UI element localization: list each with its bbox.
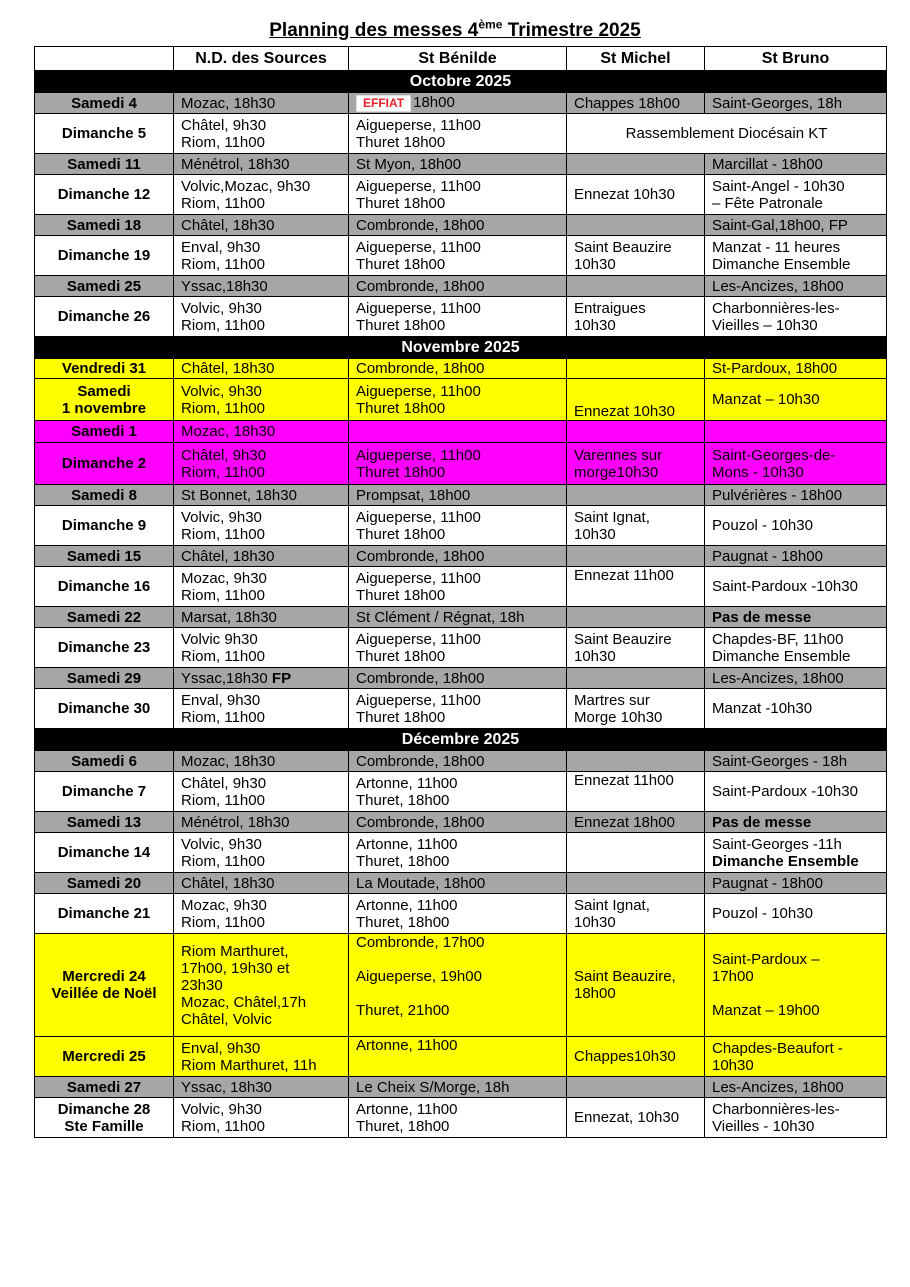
michel-cell: Saint Beauzire 10h30 [567, 628, 705, 668]
benilde-cell: Combronde, 18h00 [349, 546, 567, 567]
bruno-cell: Manzat -10h30 [705, 689, 887, 729]
nd-cell: Volvic, 9h30 Riom, 11h00 [174, 506, 349, 546]
bruno-cell: Chapdes-Beaufort - 10h30 [705, 1037, 887, 1077]
table-row [35, 628, 887, 668]
day-cell: Samedi 8 [35, 485, 174, 506]
bruno-cell: Saint-Georges -11h Dimanche Ensemble [705, 833, 887, 873]
table-row [35, 668, 887, 689]
michel-cell [567, 607, 705, 628]
bruno-cell: Les-Ancizes, 18h00 [705, 276, 887, 297]
table-row [35, 812, 887, 833]
day-cell: Dimanche 23 [35, 628, 174, 668]
day-cell: Samedi 25 [35, 276, 174, 297]
table-row [35, 567, 887, 607]
benilde-cell: Combronde, 18h00 [349, 751, 567, 772]
michel-cell: Ennezat, 10h30 [567, 1098, 705, 1138]
michel-cell [567, 421, 705, 443]
michel-cell: Saint Ignat, 10h30 [567, 506, 705, 546]
benilde-cell: St Myon, 18h00 [349, 154, 567, 175]
michel-cell: Chappes 18h00 [567, 93, 705, 114]
michel-cell [567, 485, 705, 506]
nd-cell: St Bonnet, 18h30 [174, 485, 349, 506]
nd-cell: Enval, 9h30 Riom, 11h00 [174, 236, 349, 276]
day-cell: Dimanche 2 [35, 443, 174, 485]
day-cell: Samedi 18 [35, 215, 174, 236]
benilde-cell: Combronde, 18h00 [349, 215, 567, 236]
bruno-cell: Saint-Georges - 18h [705, 751, 887, 772]
nd-cell: Ménétrol, 18h30 [174, 154, 349, 175]
table-row [35, 485, 887, 506]
month-label: Novembre 2025 [35, 337, 887, 359]
nd-cell: Volvic,Mozac, 9h30 Riom, 11h00 [174, 175, 349, 215]
benilde-cell: Artonne, 11h00 Thuret, 18h00 [349, 894, 567, 934]
benilde-cell: Aigueperse, 11h00 Thuret 18h00 [349, 567, 567, 607]
effiat-badge: EFFIAT [356, 95, 411, 112]
day-cell: Samedi 4 [35, 93, 174, 114]
michel-cell: Ennezat 10h30 [567, 379, 705, 421]
nd-cell: Volvic, 9h30 Riom, 11h00 [174, 379, 349, 421]
michel-cell [567, 276, 705, 297]
benilde-cell: Aigueperse, 11h00 Thuret 18h00 [349, 114, 567, 154]
benilde-cell: Aigueperse, 11h00 Thuret 18h00 [349, 297, 567, 337]
table-row [35, 421, 887, 443]
day-cell: Dimanche 21 [35, 894, 174, 934]
bruno-cell: Pouzol - 10h30 [705, 506, 887, 546]
table-row [35, 297, 887, 337]
nd-cell: Marsat, 18h30 [174, 607, 349, 628]
nd-cell: Volvic, 9h30 Riom, 11h00 [174, 1098, 349, 1138]
benilde-cell: Le Cheix S/Morge, 18h [349, 1077, 567, 1098]
nd-cell: Ménétrol, 18h30 [174, 812, 349, 833]
benilde-cell: Prompsat, 18h00 [349, 485, 567, 506]
michel-cell [567, 751, 705, 772]
benilde-cell: La Moutade, 18h00 [349, 873, 567, 894]
month-label: Décembre 2025 [35, 729, 887, 751]
benilde-cell: Aigueperse, 11h00 Thuret 18h00 [349, 379, 567, 421]
nd-cell: Châtel, 9h30 Riom, 11h00 [174, 443, 349, 485]
benilde-cell: Artonne, 11h00 [349, 1037, 567, 1077]
benilde-cell: EFFIAT 18h00 [349, 93, 567, 114]
nd-cell: Châtel, 9h30 Riom, 11h00 [174, 772, 349, 812]
bruno-cell: Manzat – 10h30 [705, 379, 887, 421]
day-cell: Dimanche 9 [35, 506, 174, 546]
nd-cell: Mozac, 9h30 Riom, 11h00 [174, 894, 349, 934]
benilde-cell: Artonne, 11h00 Thuret, 18h00 [349, 772, 567, 812]
table-row [35, 772, 887, 812]
bruno-cell: St-Pardoux, 18h00 [705, 359, 887, 379]
nd-cell: Enval, 9h30 Riom Marthuret, 11h [174, 1037, 349, 1077]
michel-cell: Saint Ignat, 10h30 [567, 894, 705, 934]
michel-cell: Ennezat 18h00 [567, 812, 705, 833]
bruno-cell: Saint-Pardoux -10h30 [705, 567, 887, 607]
table-row [35, 215, 887, 236]
michel-cell [567, 154, 705, 175]
bruno-cell: Charbonnières-les- Vieilles – 10h30 [705, 297, 887, 337]
table-row [35, 506, 887, 546]
day-cell: Samedi 29 [35, 668, 174, 689]
benilde-cell: Artonne, 11h00 Thuret, 18h00 [349, 833, 567, 873]
day-cell: Samedi 15 [35, 546, 174, 567]
benilde-cell: Artonne, 11h00 Thuret, 18h00 [349, 1098, 567, 1138]
header-st-bruno: St Bruno [705, 47, 887, 71]
table-row [35, 873, 887, 894]
header-st-michel: St Michel [567, 47, 705, 71]
bruno-cell: Paugnat - 18h00 [705, 873, 887, 894]
benilde-cell: Combronde, 18h00 [349, 359, 567, 379]
nd-cell: Volvic 9h30 Riom, 11h00 [174, 628, 349, 668]
day-cell: Dimanche 16 [35, 567, 174, 607]
benilde-cell: Aigueperse, 11h00 Thuret 18h00 [349, 689, 567, 729]
day-cell: Samedi 6 [35, 751, 174, 772]
table-row [35, 443, 887, 485]
bruno-cell: Les-Ancizes, 18h00 [705, 668, 887, 689]
day-cell: Samedi 11 [35, 154, 174, 175]
benilde-cell: Aigueperse, 11h00 Thuret 18h00 [349, 506, 567, 546]
michel-cell: Chappes10h30 [567, 1037, 705, 1077]
bruno-cell: Pulvérières - 18h00 [705, 485, 887, 506]
bruno-cell: Saint-Georges-de- Mons - 10h30 [705, 443, 887, 485]
table-row [35, 894, 887, 934]
nd-cell: Yssac, 18h30 [174, 1077, 349, 1098]
table-row [35, 359, 887, 379]
bruno-cell: Saint-Pardoux – 17h00 Manzat – 19h00 [705, 934, 887, 1037]
day-cell: Dimanche 14 [35, 833, 174, 873]
michel-cell [567, 668, 705, 689]
table-row [35, 276, 887, 297]
bruno-cell: Saint-Angel - 10h30 – Fête Patronale [705, 175, 887, 215]
bruno-cell: Saint-Georges, 18h [705, 93, 887, 114]
table-row [35, 175, 887, 215]
nd-cell: Mozac, 18h30 [174, 93, 349, 114]
page-title: Planning des messes 4ème Trimestre 2025 [269, 18, 641, 42]
nd-cell: Yssac,18h30 [174, 276, 349, 297]
day-cell: Samedi 22 [35, 607, 174, 628]
table-row [35, 546, 887, 567]
day-cell: Dimanche 28 Ste Famille [35, 1098, 174, 1138]
michel-bruno-cell: Rassemblement Diocésain KT [567, 114, 887, 154]
header-st-benilde: St Bénilde [349, 47, 567, 71]
benilde-cell: Aigueperse, 11h00 Thuret 18h00 [349, 236, 567, 276]
michel-cell [567, 873, 705, 894]
nd-cell: Enval, 9h30 Riom, 11h00 [174, 689, 349, 729]
nd-cell: Châtel, 18h30 [174, 873, 349, 894]
michel-cell [567, 1077, 705, 1098]
michel-cell: Saint Beauzire 10h30 [567, 236, 705, 276]
bruno-cell: Charbonnières-les- Vieilles - 10h30 [705, 1098, 887, 1138]
month-row [35, 337, 887, 359]
day-cell: Samedi 13 [35, 812, 174, 833]
bruno-cell: Pouzol - 10h30 [705, 894, 887, 934]
bruno-cell: Chapdes-BF, 11h00 Dimanche Ensemble [705, 628, 887, 668]
day-cell: Samedi 1 [35, 421, 174, 443]
header-nd-sources: N.D. des Sources [174, 47, 349, 71]
michel-cell [567, 546, 705, 567]
bruno-cell: Pas de messe [705, 812, 887, 833]
nd-cell: Châtel, 18h30 [174, 359, 349, 379]
nd-cell: Mozac, 18h30 [174, 751, 349, 772]
benilde-cell: St Clément / Régnat, 18h [349, 607, 567, 628]
michel-cell: Entraigues 10h30 [567, 297, 705, 337]
bruno-cell: Saint-Gal,18h00, FP [705, 215, 887, 236]
bruno-cell: Marcillat - 18h00 [705, 154, 887, 175]
benilde-cell: Combronde, 18h00 [349, 668, 567, 689]
bruno-cell: Saint-Pardoux -10h30 [705, 772, 887, 812]
table-row [35, 379, 887, 421]
nd-cell: Volvic, 9h30 Riom, 11h00 [174, 297, 349, 337]
table-row [35, 154, 887, 175]
nd-cell: Volvic, 9h30 Riom, 11h00 [174, 833, 349, 873]
michel-cell: Ennezat 10h30 [567, 175, 705, 215]
bruno-cell: Les-Ancizes, 18h00 [705, 1077, 887, 1098]
table-row [35, 114, 887, 154]
day-cell: Samedi 27 [35, 1077, 174, 1098]
bruno-cell: Manzat - 11 heures Dimanche Ensemble [705, 236, 887, 276]
benilde-cell: Combronde, 18h00 [349, 276, 567, 297]
nd-cell: Châtel, 18h30 [174, 215, 349, 236]
michel-cell: Martres sur Morge 10h30 [567, 689, 705, 729]
benilde-cell [349, 421, 567, 443]
michel-cell [567, 833, 705, 873]
michel-cell: Ennezat 11h00 [567, 567, 705, 607]
nd-cell: Yssac,18h30 FP [174, 668, 349, 689]
day-cell: Mercredi 25 [35, 1037, 174, 1077]
table-row [35, 934, 887, 1037]
day-cell: Dimanche 7 [35, 772, 174, 812]
month-row [35, 729, 887, 751]
michel-cell: Saint Beauzire, 18h00 [567, 934, 705, 1037]
table-row [35, 1077, 887, 1098]
day-cell: Dimanche 5 [35, 114, 174, 154]
michel-cell [567, 359, 705, 379]
table-row [35, 1037, 887, 1077]
table-row [35, 833, 887, 873]
bruno-cell [705, 421, 887, 443]
table-row [35, 607, 887, 628]
benilde-cell: Combronde, 18h00 [349, 812, 567, 833]
nd-cell: Mozac, 18h30 [174, 421, 349, 443]
benilde-cell: Aigueperse, 11h00 Thuret 18h00 [349, 443, 567, 485]
michel-cell: Varennes sur morge10h30 [567, 443, 705, 485]
mass-schedule-table [34, 46, 887, 1138]
benilde-cell: Aigueperse, 11h00 Thuret 18h00 [349, 175, 567, 215]
table-row [35, 1098, 887, 1138]
benilde-cell: Aigueperse, 11h00 Thuret 18h00 [349, 628, 567, 668]
day-cell: Samedi 20 [35, 873, 174, 894]
michel-cell [567, 215, 705, 236]
header-row [35, 47, 887, 71]
nd-cell: Châtel, 9h30 Riom, 11h00 [174, 114, 349, 154]
table-row [35, 689, 887, 729]
day-cell: Dimanche 26 [35, 297, 174, 337]
nd-cell: Riom Marthuret, 17h00, 19h30 et 23h30 Mozac, Châtel,17h Châtel, Volvic [174, 934, 349, 1037]
month-row [35, 71, 887, 93]
table-row [35, 93, 887, 114]
benilde-cell: Combronde, 17h00 Aigueperse, 19h00 Thuret, 21h00 [349, 934, 567, 1037]
nd-cell: Mozac, 9h30 Riom, 11h00 [174, 567, 349, 607]
month-label: Octobre 2025 [35, 71, 887, 93]
michel-cell: Ennezat 11h00 [567, 772, 705, 812]
bruno-cell: Pas de messe [705, 607, 887, 628]
bruno-cell: Paugnat - 18h00 [705, 546, 887, 567]
day-cell: Vendredi 31 [35, 359, 174, 379]
day-cell: Mercredi 24 Veillée de Noël [35, 934, 174, 1037]
table-row [35, 751, 887, 772]
day-cell: Samedi 1 novembre [35, 379, 174, 421]
day-cell: Dimanche 19 [35, 236, 174, 276]
day-cell: Dimanche 12 [35, 175, 174, 215]
nd-cell: Châtel, 18h30 [174, 546, 349, 567]
table-row [35, 236, 887, 276]
day-cell: Dimanche 30 [35, 689, 174, 729]
